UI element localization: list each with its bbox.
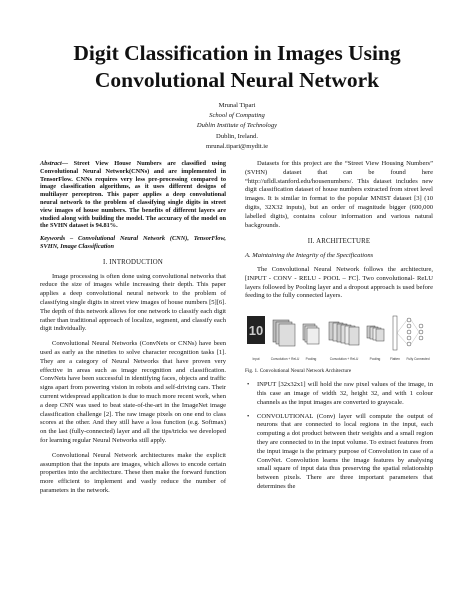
pool2-feature-maps <box>367 326 384 341</box>
figure-label-conv1: Convolution + ReLU <box>270 357 300 362</box>
figure-label-fully-connected: Fully Connected <box>406 357 430 362</box>
input-digits: 10 <box>248 323 264 339</box>
author-institute: Dublin Institute of Technology <box>196 122 278 130</box>
figure-caption: Fig. 1. Convolutional Neural Network Architecture <box>245 368 352 375</box>
figure-label-input: Input <box>252 357 260 362</box>
author-email: mrunal.tipari@mydit.ie <box>205 142 269 150</box>
list-item-input-text: INPUT [32x32x1] will hold the raw pixel values of the image, in this case an image of width 32, height 32, and with 1 colour channels as the input images are converted to grayscale. <box>257 381 433 406</box>
layer-list <box>245 381 433 492</box>
abstract <box>40 160 226 230</box>
abstract-label: Abstract— <box>40 160 68 167</box>
figure-label-pool1: Pooling <box>305 357 317 362</box>
abstract-text: Street View House Numbers are classified using Convolutional Neural Network(CNNs) and are implemented in TensorFlow. CNNs requires very less pre-processing compared to image classification algorithms, as it uses different designs of multilayer pereeptron. This paper applies a deep convolutional neural network to the problem of classifying single digits in street view images of house numbers. The benefits of different layers are studied along with building the model. The accuracy of the model on the SVHN dataset is 94.81%. <box>40 160 226 230</box>
intro-paragraph-3: Convolutional Neural Network architectures make the explicit assumption that the inputs are images, which allows to encode certain properties into the architecture. These then make the forward function more efficient to implement and vastly reduce the number of parameters in the network. <box>40 451 226 494</box>
pool1-feature-maps <box>303 324 319 344</box>
subsection-heading: A. Maintaining the Integrity of the Specifications <box>245 252 374 260</box>
fully-connected-nodes <box>397 318 423 346</box>
conv1-feature-maps <box>273 320 295 346</box>
flatten-layer <box>393 316 397 350</box>
figure-label-conv2: Convolution + ReLU <box>329 357 359 362</box>
bullet-icon: • <box>247 412 250 420</box>
cnn-architecture-figure <box>245 308 433 364</box>
author-name: Mrunal Tipari <box>218 102 256 109</box>
author-city: Dublin, Ireland. <box>216 132 258 140</box>
author-school: School of Computing <box>209 112 265 120</box>
cnn-diagram <box>245 308 433 364</box>
author-block <box>120 101 354 152</box>
section-heading-architecture: II. ARCHITECTURE <box>307 238 371 246</box>
intro-paragraph-1: Image processing is often done using convolutional networks that reduce the size of images while increasing their depth. This paper applies a deep convolutional neural network to the problem of classifying single digits in street view images of house numbers [5][6]. The depth of this network allows for one network to classify each digit rather than traditional approach of localize, segment, and classify each digit individually. <box>40 272 226 333</box>
paper-title: Digit Classification in Images Using Convolutional Neural Network <box>73 41 401 92</box>
keywords <box>40 235 226 251</box>
figure-label-flatten: Flatten <box>390 357 400 362</box>
keywords-text: – Convolutional Neural Network (CNN), TensorFlow, SVHN, Image Classification <box>40 235 226 250</box>
keywords-label: Keywords <box>40 235 66 243</box>
section-heading-introduction: I. INTRODUCTION <box>102 258 163 266</box>
architecture-paragraph: The Convolutional Neural Network follows the architecture, [INPUT - CONV - RELU - POOL – FC]. Two convolutional- ReLU layers followed by Pooling layer and a dropout approach is used before feeding to the fully connected layers. <box>245 265 433 300</box>
right-column <box>245 160 433 497</box>
list-item-convolutional-text: CONVOLUTIONAL (Conv) layer will compute the output of neurons that are connected to local regions in the input, each computing a dot product between their weights and a small region they are connected to in the input volume. To extract features from the input image is the primary purpose of Convolution in case of a ConvNet. Convolution learns the image features by analysing small square of input data thus preserving the spatial relationship between pixels. There are three important parameters that determines the <box>257 412 433 490</box>
figure-label-pool2: Pooling <box>369 357 381 362</box>
left-column <box>40 160 226 496</box>
conv2-feature-maps <box>329 322 359 345</box>
bullet-icon: • <box>247 381 250 389</box>
intro-paragraph-2: Convolutional Neural Networks (ConvNets or CNNs) have been used as early as the nineties to solve character recognition tasks [1]. They are a category of Neural Networks that have proven very effective in areas such as image recognition and classification. ConvNets have been successful in identifying faces, objects and traffic signs apart from powering vision in robots and self-driving cars. Their current widespread application is due to much more recent work, when a deep CNN was used to beat state-of-the-art in the ImageNet image classification challenge [2]. The raw image pixels on one end to class scores at the other. And they still have a loss function (e.g. Softmax) on the last (fully-connected) layer and all the tips/tricks we developed for learning regular Neural Networks still apply. <box>40 340 226 444</box>
list-item-convolutional <box>245 413 433 492</box>
list-item-input <box>245 381 433 407</box>
dataset-paragraph: Datasets for this project are the “Street View Housing Numbers” (SVHN) dataset that can be found here “http://ufldl.stanford.edu/housenumbers/. This dataset includes new digit classification dataset of house numbers extracted from street level images. It is similar in format to the popular MNIST dataset [3] (10 digits, 32X32 inputs), but an order of magnitude bigger (600,000 labelled digits), contains colour information and various natural backgrounds. <box>245 160 433 229</box>
